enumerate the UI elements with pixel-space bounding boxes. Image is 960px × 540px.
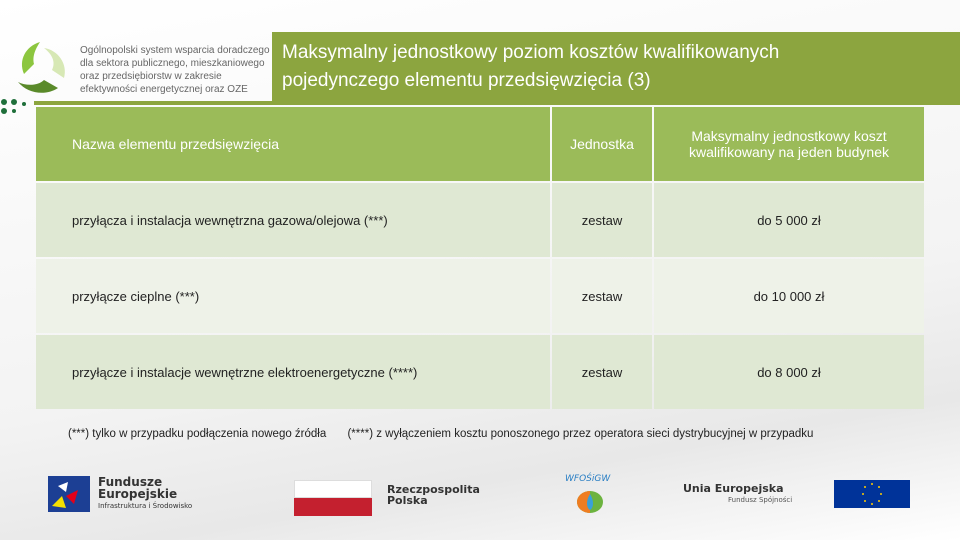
- cell-cost: do 5 000 zł: [654, 183, 924, 257]
- rp-line-1: Rzeczpospolita: [387, 483, 480, 496]
- fe-logo-icon: [48, 476, 90, 512]
- fe-title-1: Fundusze: [98, 475, 163, 489]
- org-logo-icon: [10, 38, 74, 98]
- cell-unit: zestaw: [552, 335, 652, 409]
- table-header-row: [36, 107, 924, 181]
- cell-name: przyłącze cieplne (***): [36, 259, 550, 333]
- ue-title: Unia Europejska: [683, 482, 784, 495]
- table-row: [36, 183, 924, 257]
- wfos-label: WFOŚiGW: [565, 474, 611, 484]
- cell-unit: zestaw: [552, 259, 652, 333]
- fe-title-2: Europejskie: [98, 487, 178, 501]
- col-header-unit: Jednostka: [552, 107, 652, 181]
- footnotes: [68, 428, 831, 440]
- ue-subtitle: Fundusz Spójności: [728, 496, 793, 504]
- rp-line-2: Polska: [387, 494, 428, 507]
- cell-cost: do 8 000 zł: [654, 335, 924, 409]
- title-line-2: pojedynczego elementu przedsięwzięcia (3): [282, 70, 651, 91]
- table-row: [36, 259, 924, 333]
- title-line-1: Maksymalny jednostkowy poziom kosztów kwalifikowanych: [282, 42, 780, 63]
- footnote-4: (****) z wyłączeniem kosztu ponoszonego przez operatora sieci dystrybucyjnej w przypadku: [347, 428, 814, 440]
- pl-flag-icon: [294, 480, 372, 516]
- footnote-3: (***) tylko w przypadku podłączenia nowego źródła: [68, 428, 327, 440]
- col-header-name: Nazwa elementu przedsięwzięcia: [36, 107, 550, 181]
- col-header-max-cost: Maksymalny jednostkowy koszt kwalifikowany na jeden budynek: [654, 107, 924, 181]
- funding-logos: [0, 470, 960, 520]
- cell-name: przyłącze i instalacje wewnętrzne elektroenergetyczne (****): [36, 335, 550, 409]
- eu-flag-icon: [834, 480, 910, 508]
- wfos-logo-icon: [576, 488, 604, 514]
- org-description: Ogólnopolski system wsparcia doradczego dla sektora publicznego, mieszkaniowego oraz przedsiębiorstw w zakresie efektywności energetycznej oraz OZE: [80, 45, 270, 95]
- cell-name: przyłącza i instalacja wewnętrzna gazowa/olejowa (***): [36, 183, 550, 257]
- fe-subtitle: Infrastruktura i Środowisko: [98, 502, 193, 510]
- cost-table: [34, 105, 926, 411]
- slide-title: [272, 32, 960, 102]
- cell-cost: do 10 000 zł: [654, 259, 924, 333]
- table-row: [36, 335, 924, 409]
- cell-unit: zestaw: [552, 183, 652, 257]
